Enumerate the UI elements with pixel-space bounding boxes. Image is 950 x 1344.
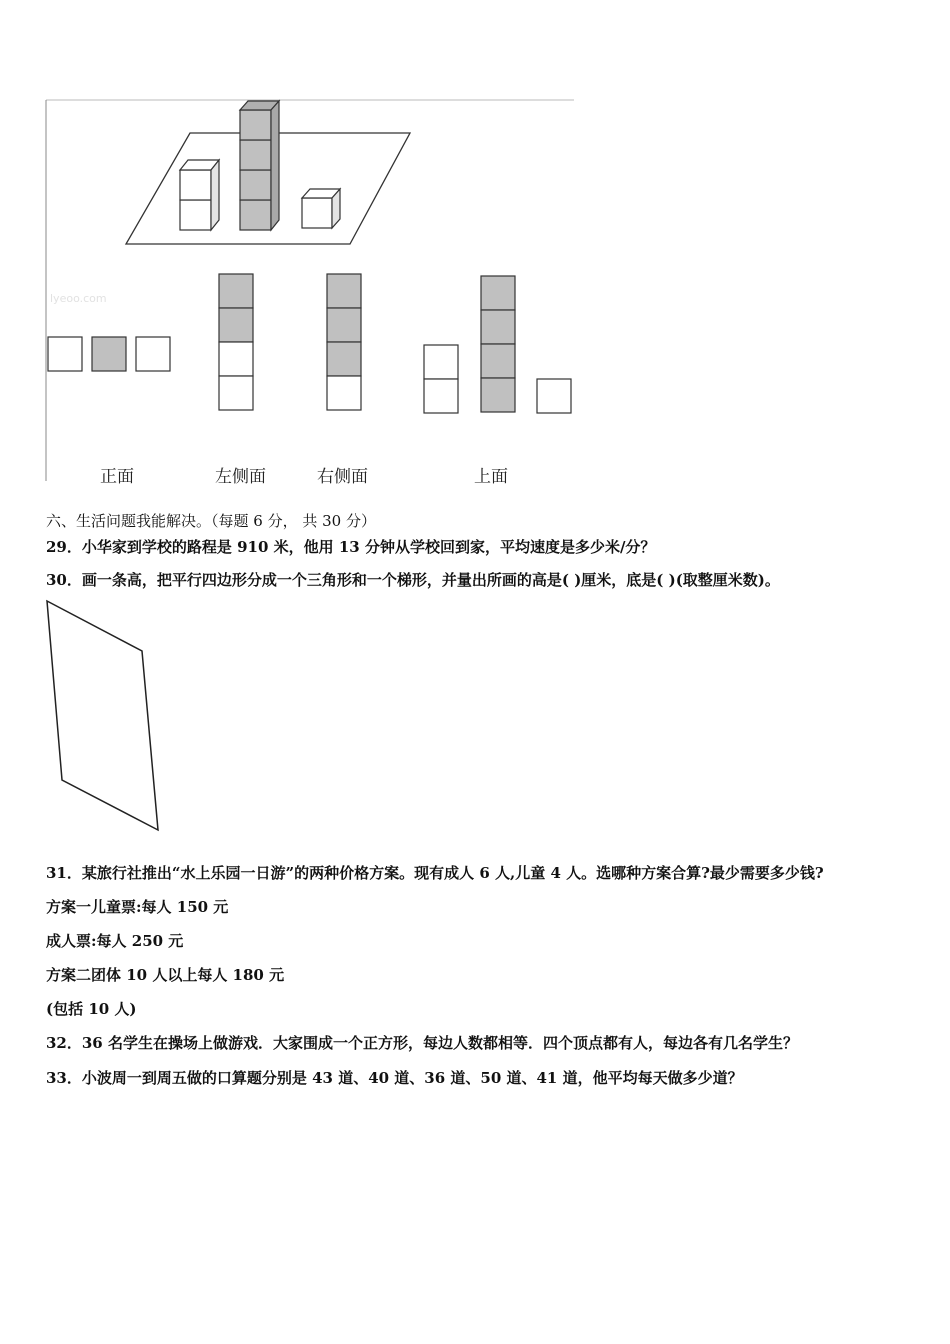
left-view-label: 左侧面 [215,467,266,487]
q31-plan1-child: 方案一儿童票:每人 150 元 [46,898,229,916]
question-31: 31．某旅行社推出“水上乐园一日游”的两种价格方案。现有成人 6 人,儿童 4 人。选哪种方案合算?最少需要多少钱? [46,864,824,882]
question-32: 32．36 名学生在操场上做游戏．大家围成一个正方形，每边人数都相等．四个顶点都有人，每边各有几名学生？ [46,1034,798,1052]
question-33: 33．小波周一到周五做的口算题分别是 43 道、40 道、36 道、50 道、41 道，他平均每天做多少道？ [46,1069,743,1087]
cube-single-right [302,189,340,228]
question-29: 29．小华家到学校的路程是 910 米，他用 13 分钟从学校回到家，平均速度是多少米/分？ [46,538,656,556]
right-view-label: 右侧面 [317,467,368,487]
cube-stack-middle [240,101,279,230]
question-30: 30．画一条高，把平行四边形分成一个三角形和一个梯形，并量出所画的高是( )厘米，底是( )(取整厘米数)。 [46,571,780,589]
q31-plan2: 方案二团体 10 人以上每人 180 元 [46,966,285,984]
q31-plan2-note: (包括 10 人) [46,1000,137,1018]
cube-stack-left [180,160,219,230]
top-view-label: 上面 [474,467,508,487]
section-heading: 六、生活问题我能解决。（每题 6 分， 共 30 分） [46,512,376,530]
cube-views-figure [44,98,576,483]
parallelogram-figure [44,598,164,834]
left-side-view [219,274,253,410]
front-view [48,337,170,371]
right-side-view [327,274,361,410]
parallelogram-shape [47,601,158,830]
watermark-text: lyeoo.com [50,292,107,305]
parallelogram-svg [44,598,164,834]
q31-plan1-adult: 成人票:每人 250 元 [46,932,184,950]
cube-views-svg [44,98,576,483]
top-view [424,276,571,413]
front-view-label: 正面 [100,467,134,487]
